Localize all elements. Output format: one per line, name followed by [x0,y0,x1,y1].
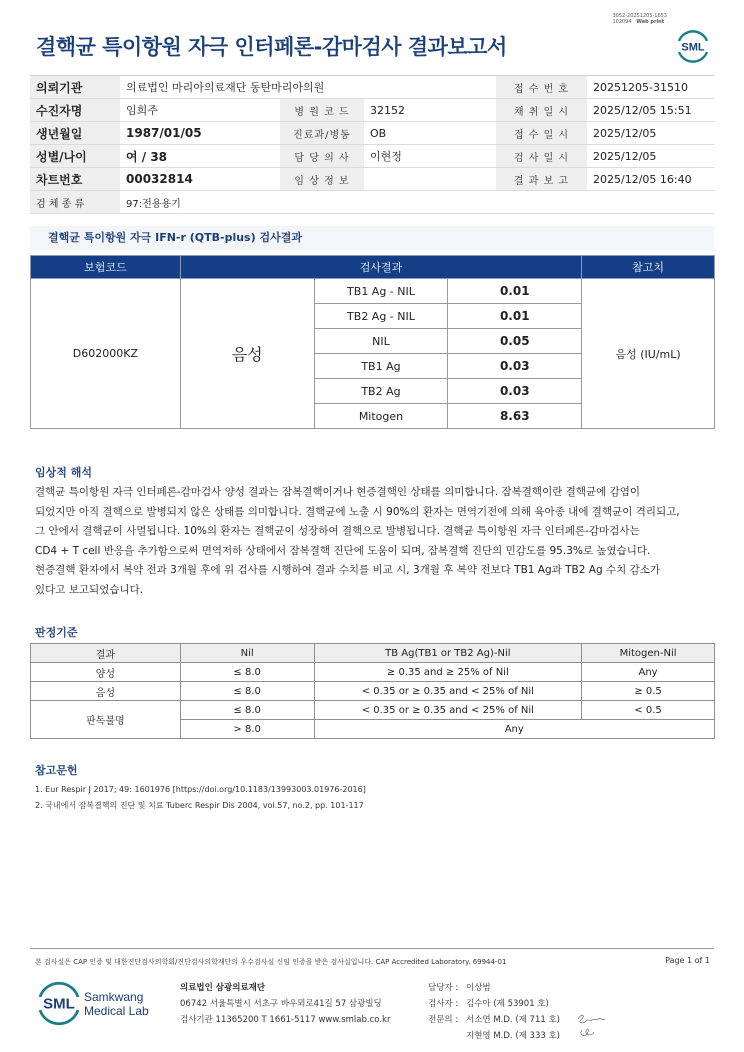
info-key: 채 취 일 시 [496,99,587,122]
logo-bottom-main: SML [43,995,75,1013]
info-key: 성별/나이 [30,145,120,168]
patient-info-table [30,75,714,214]
info-value: OB [364,122,496,145]
criteria-mitogen: ≥ 0.5 [582,682,715,701]
interpretation-line: 그 안에서 결핵균이 사멸됩니다. 10%의 환자는 결핵균이 성장하여 결핵으로 발병됩니다. 결핵균 특이항원 자극 인터페론-감마검사는 [35,525,640,537]
info-row [30,191,714,214]
criteria-nil: ≤ 8.0 [180,701,314,720]
result-table [30,255,715,429]
interpretation-line: CD4 + T cell 반응을 추가함으로써 면역저하 상태에서 잠복결핵 진단에 도움이 되며, 잠복결핵 진단의 민감도를 95.3%로 높였습니다. [35,544,651,557]
test-value: 0.05 [448,329,582,354]
info-row [30,145,714,168]
result-row [31,279,715,304]
footer-divider [30,948,714,949]
col-header-reference: 참고치 [582,256,715,279]
info-row [30,168,714,191]
info-key: 의뢰기관 [30,76,120,99]
info-key: 접 수 번 호 [496,76,587,99]
test-label: TB2 Ag [314,379,448,404]
section-title: 결핵균 특이항원 자극 IFN-r (QTB-plus) 검사결과 [30,226,714,250]
info-key: 차트번호 [30,168,120,191]
criteria-header: 결과 [31,644,181,663]
test-value: 0.03 [448,354,582,379]
info-value: 의료법인 마리아의료재단 동탄마리아의원 [120,76,496,99]
criteria-row-indeterminate [31,701,715,720]
criteria-row-positive [31,663,715,682]
info-key: 접 수 일 시 [496,122,587,145]
staff-role: 검사자 : [428,999,459,1009]
criteria-header: Nil [180,644,314,663]
document-code-line2: 102094 [612,19,632,25]
staff-name: 지현영 M.D. (제 333 호) [466,1031,561,1041]
criteria-header: TB Ag(TB1 or TB2 Ag)-Nil [314,644,582,663]
info-key: 진료과/병동 [280,122,364,145]
staff-row [428,980,560,996]
criteria-title: 판정기준 [35,626,78,639]
criteria-mitogen: Any [582,663,715,682]
test-value: 8.63 [448,404,582,429]
criteria-mitogen: < 0.5 [582,701,715,720]
criteria-result: 판독불명 [31,701,181,739]
logo-bottom-line2: Medical Lab [84,1004,149,1018]
info-key: 결 과 보 고 [496,168,587,191]
criteria-nil: ≤ 8.0 [180,682,314,701]
info-key: 임 상 정 보 [280,168,364,191]
test-value: 0.01 [448,304,582,329]
info-value: 20251205-31510 [587,76,714,99]
interpretation-text [35,483,717,600]
references-list [35,782,366,814]
info-value: 임희주 [120,99,280,122]
staff-row [428,1028,560,1044]
criteria-header: Mitogen-Nil [582,644,715,663]
interpretation-title: 임상적 해석 [35,466,92,479]
test-label: TB2 Ag - NIL [314,304,448,329]
info-key: 검 체 종 류 [30,191,120,214]
samkwang-logo-icon [37,980,187,1026]
info-value: 32152 [364,99,496,122]
report-title: 결핵균 특이항원 자극 인터페론-감마검사 결과보고서 [36,35,507,59]
info-value: 이현정 [364,145,496,168]
org-address: 06742 서울특별시 서초구 바우뫼로41길 57 삼광빌딩 [180,999,382,1009]
test-label: TB1 Ag [314,354,448,379]
interpretation-line: 현증결핵 환자에서 복약 전과 3개월 후에 위 검사를 시행하여 결과 수치를 비교 시, 3개월 후 복약 전보다 TB1 Ag과 TB2 Ag 수치 감소가 [35,564,660,576]
col-header-result: 검사결과 [180,256,581,279]
info-value: 여 / 38 [120,145,280,168]
criteria-result: 음성 [31,682,181,701]
criteria-row-negative [31,682,715,701]
org-contact: 검사기관 11365200 T 1661-5117 www.smlab.co.kr [180,1015,391,1025]
logo-top-text: SML [681,41,705,54]
staff-name: 이상범 [466,983,491,993]
accreditation-note: 본 검사실은 CAP 인증 및 대한진단검사의학회/진단검사의학재단의 우수검사실 신임 인증을 받은 검사실입니다. CAP Accredited Laboratory. 69944-01 [35,958,507,966]
test-label: Mitogen [314,404,448,429]
info-key: 생년월일 [30,122,120,145]
info-value: 2025/12/05 15:51 [587,99,714,122]
info-key: 검 사 일 시 [496,145,587,168]
col-header-code: 보험코드 [31,256,181,279]
page-number: Page 1 of 1 [665,956,710,965]
signature-icon [574,1010,614,1040]
references-title: 참고문헌 [35,764,78,777]
info-value [364,168,496,191]
staff-role [428,1028,466,1044]
sml-logo-icon [674,27,712,65]
test-value: 0.03 [448,379,582,404]
criteria-tb: ≥ 0.35 and ≥ 25% of Nil [314,663,582,682]
org-name: 의료법인 삼광의료재단 [180,983,266,993]
logo-bottom-line1: Samkwang [84,990,144,1004]
info-value: 1987/01/05 [120,122,280,145]
document-code-line1: 3052-20251205-1653 [612,13,667,19]
criteria-result: 양성 [31,663,181,682]
staff-role: 전문의 : [428,1015,459,1025]
criteria-any: Any [314,720,714,739]
insurance-code: D602000KZ [31,279,181,429]
reference-value: 음성 (IU/mL) [582,279,715,429]
info-value: 00032814 [120,168,280,191]
staff-role: 담당자 : [428,983,459,993]
info-row [30,99,714,122]
reference-item: 1. Eur Respir J 2017; 49: 1601976 [https://doi.org/10.1183/13993003.01976-2016] [35,785,366,794]
staff-name: 서소연 M.D. (제 711 호) [466,1015,561,1025]
document-code [612,13,667,25]
staff-name: 김수아 (제 53901 호) [466,999,549,1009]
info-key: 병 원 코 드 [280,99,364,122]
interpretation-line: 결핵균 특이항원 자극 인터페론-감마검사 양성 결과는 잠복결핵이거나 현증결핵인 상태를 의미합니다. 잠복결핵이란 결핵균에 감염이 [35,486,641,498]
info-value: 2025/12/05 16:40 [587,168,714,191]
test-value: 0.01 [448,279,582,304]
info-row [30,122,714,145]
interpretation-line: 있다고 보고되었습니다. [35,583,144,596]
web-print-label: Web print [636,19,665,25]
info-key: 수진자명 [30,99,120,122]
info-value: 2025/12/05 [587,145,714,168]
criteria-nil: ≤ 8.0 [180,663,314,682]
staff-row [428,996,560,1012]
test-label: NIL [314,329,448,354]
staff-info [428,980,560,1044]
info-row [30,76,714,99]
organization-info [180,980,390,1028]
test-label: TB1 Ag - NIL [314,279,448,304]
overall-result: 음성 [180,279,314,429]
staff-row [428,1012,560,1028]
info-value: 2025/12/05 [587,122,714,145]
criteria-table [30,643,715,739]
interpretation-line: 되었지만 아직 결핵으로 발병되지 않은 상태를 의미합니다. 결핵균에 노출 시 90%의 환자는 면역기전에 의해 육아종 내에 결핵균이 격리되고, [35,505,680,518]
info-value: 97:전용용기 [120,191,714,214]
info-key: 담 당 의 사 [280,145,364,168]
criteria-tb: < 0.35 or ≥ 0.35 and < 25% of Nil [314,701,582,720]
reference-item: 2. 국내에서 잠복결핵의 진단 및 치료 Tuberc Respir Dis 2004, vol.57, no.2, pp. 101-117 [35,801,364,810]
criteria-tb: < 0.35 or ≥ 0.35 and < 25% of Nil [314,682,582,701]
criteria-nil: > 8.0 [180,720,314,739]
